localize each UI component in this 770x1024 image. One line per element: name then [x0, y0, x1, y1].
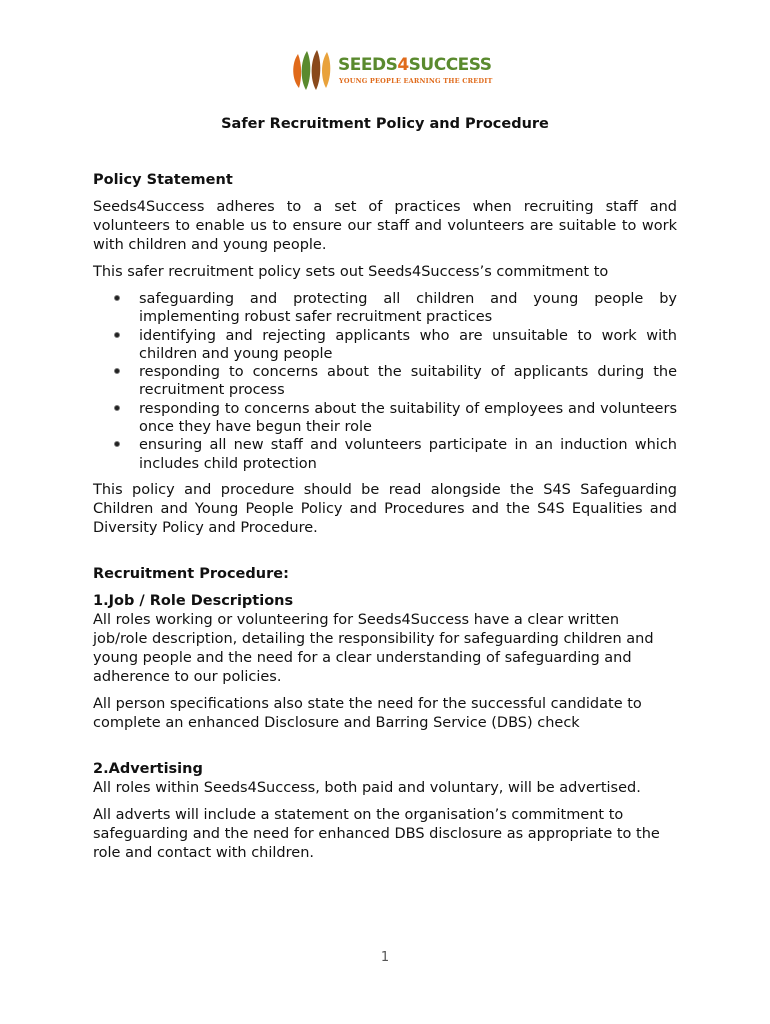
policy-paragraph-3: This policy and procedure should be read alongside the S4S Safeguarding Children and Young People Policy and Procedures and the S4S Equalities and Diversity Policy and Procedure.: [93, 481, 677, 536]
section-1-heading: 1.Job / Role Descriptions: [93, 592, 294, 609]
document-body: [93, 171, 677, 863]
page-number: 1: [380, 950, 390, 965]
section-2-paragraph-2: All adverts will include a statement on the organisation’s commitment to safeguarding and the need for enhanced DBS disclosure as appropriate to the role and contact with children.: [93, 806, 660, 861]
bullet-icon: [114, 441, 120, 447]
commitment-list: [93, 290, 677, 473]
recruitment-procedure-heading: Recruitment Procedure:: [93, 565, 289, 582]
section-2-paragraph-1: All roles within Seeds4Success, both paid and voluntary, will be advertised.: [93, 779, 641, 796]
list-item: ensuring all new staff and volunteers participate in an induction which includes child protection: [93, 436, 677, 473]
section-2-heading: 2.Advertising: [93, 760, 203, 777]
policy-paragraph-2: This safer recruitment policy sets out Seeds4Success’s commitment to: [93, 264, 609, 280]
seed-pods-icon: [290, 46, 336, 94]
section-1-paragraph-2: All person specifications also state the need for the successful candidate to complete an enhanced Disclosure and Barring Service (DBS) check: [93, 695, 642, 731]
list-item: safeguarding and protecting all children and young people by implementing robust safer recruitment practices: [93, 290, 677, 327]
bullet-icon: [114, 332, 120, 338]
logo-tagline: YOUNG PEOPLE EARNING THE CREDIT: [339, 77, 493, 85]
section-1-paragraph-1: All roles working or volunteering for Seeds4Success have a clear written job/role description, detailing the responsibility for safeguarding children and young people and the need for a clear understanding of safeguarding and adherence to our policies.: [93, 611, 654, 685]
logo-wordmark: SEEDS4SUCCESS: [338, 55, 492, 75]
policy-paragraph-1: Seeds4Success adheres to a set of practices when recruiting staff and volunteers to enable us to ensure our staff and volunteers are suitable to work with children and young people.: [93, 199, 677, 253]
list-item: responding to concerns about the suitability of applicants during the recruitment process: [93, 363, 677, 400]
seeds4success-logo: [290, 46, 493, 94]
policy-statement-heading: Policy Statement: [93, 172, 233, 188]
list-item: responding to concerns about the suitability of employees and volunteers once they have begun their role: [93, 400, 677, 437]
bullet-icon: [114, 405, 120, 411]
list-item: identifying and rejecting applicants who are unsuitable to work with children and young people: [93, 327, 677, 364]
bullet-icon: [114, 295, 120, 301]
document-title: Safer Recruitment Policy and Procedure: [221, 116, 549, 132]
bullet-icon: [114, 368, 120, 374]
